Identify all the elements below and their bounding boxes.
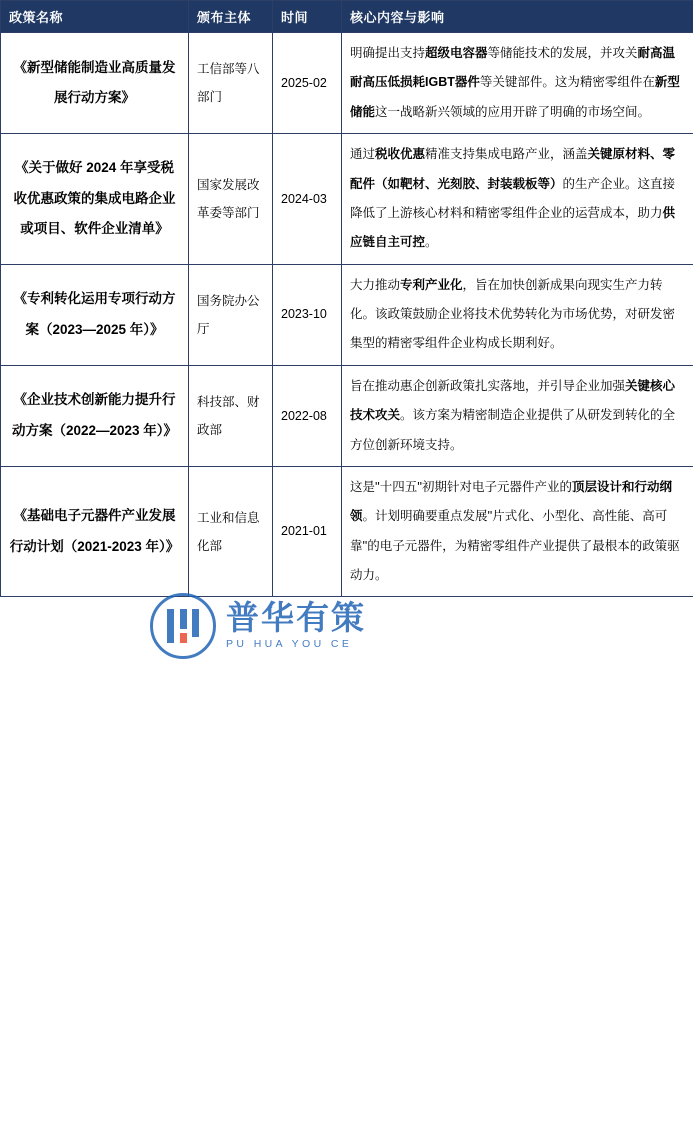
table-row [1,365,693,466]
column-header-issuer: 颁布主体 [189,1,273,33]
table-header [1,1,693,33]
cell-issuer: 工信部等八部门 [189,33,273,134]
brand-logo-icon [150,593,216,659]
cell-policy-name: 《新型储能制造业高质量发展行动方案》 [1,33,189,134]
cell-date: 2023-10 [273,264,342,365]
cell-policy-name: 《关于做好 2024 年享受税收优惠政策的集成电路企业或项目、软件企业清单》 [1,134,189,265]
watermark-sub-text: PU HUA YOU CE [226,638,353,651]
cell-issuer: 科技部、财政部 [189,365,273,466]
table-body [1,33,693,597]
cell-date: 2025-02 [273,33,342,134]
cell-issuer: 国务院办公厅 [189,264,273,365]
watermark-text [226,598,366,651]
cell-content: 旨在推动惠企创新政策扎实落地，并引导企业加强关键核心技术攻关。该方案为精密制造企业提供了从研发到转化的全方位创新环境支持。 [342,365,693,466]
header-row [1,1,693,33]
table-row [1,264,693,365]
table-row [1,134,693,265]
table-row [1,466,693,597]
cell-content: 明确提出支持超级电容器等储能技术的发展，并攻关耐高温耐高压低损耗IGBT器件等关键部件。这为精密零组件在新型储能这一战略新兴领域的应用开辟了明确的市场空间。 [342,33,693,134]
column-header-policy-name: 政策名称 [1,1,189,33]
cell-policy-name: 《基础电子元器件产业发展行动计划（2021-2023 年）》 [1,466,189,597]
cell-issuer: 国家发展改革委等部门 [189,134,273,265]
watermark-main-text: 普华有策 [226,598,366,636]
cell-content: 这是''十四五''初期针对电子元器件产业的顶层设计和行动纲领。计划明确要重点发展''片式化、小型化、高性能、高可靠''的电子元器件，为精密零组件产业提供了最根本的政策驱动力。 [342,466,693,597]
watermark [150,588,550,663]
column-header-date: 时间 [273,1,342,33]
cell-policy-name: 《企业技术创新能力提升行动方案（2022—2023 年）》 [1,365,189,466]
cell-date: 2021-01 [273,466,342,597]
cell-issuer: 工业和信息化部 [189,466,273,597]
cell-content: 大力推动专利产业化，旨在加快创新成果向现实生产力转化。该政策鼓励企业将技术优势转化为市场优势，对研发密集型的精密零组件企业构成长期利好。 [342,264,693,365]
cell-date: 2022-08 [273,365,342,466]
cell-policy-name: 《专利转化运用专项行动方案（2023—2025 年）》 [1,264,189,365]
column-header-content: 核心内容与影响 [342,1,693,33]
cell-content: 通过税收优惠精准支持集成电路产业，涵盖关键原材料、零配件（如靶材、光刻胶、封装载板等）的生产企业。这直接降低了上游核心材料和精密零组件企业的运营成本，助力供应链自主可控。 [342,134,693,265]
table-row [1,33,693,134]
cell-date: 2024-03 [273,134,342,265]
